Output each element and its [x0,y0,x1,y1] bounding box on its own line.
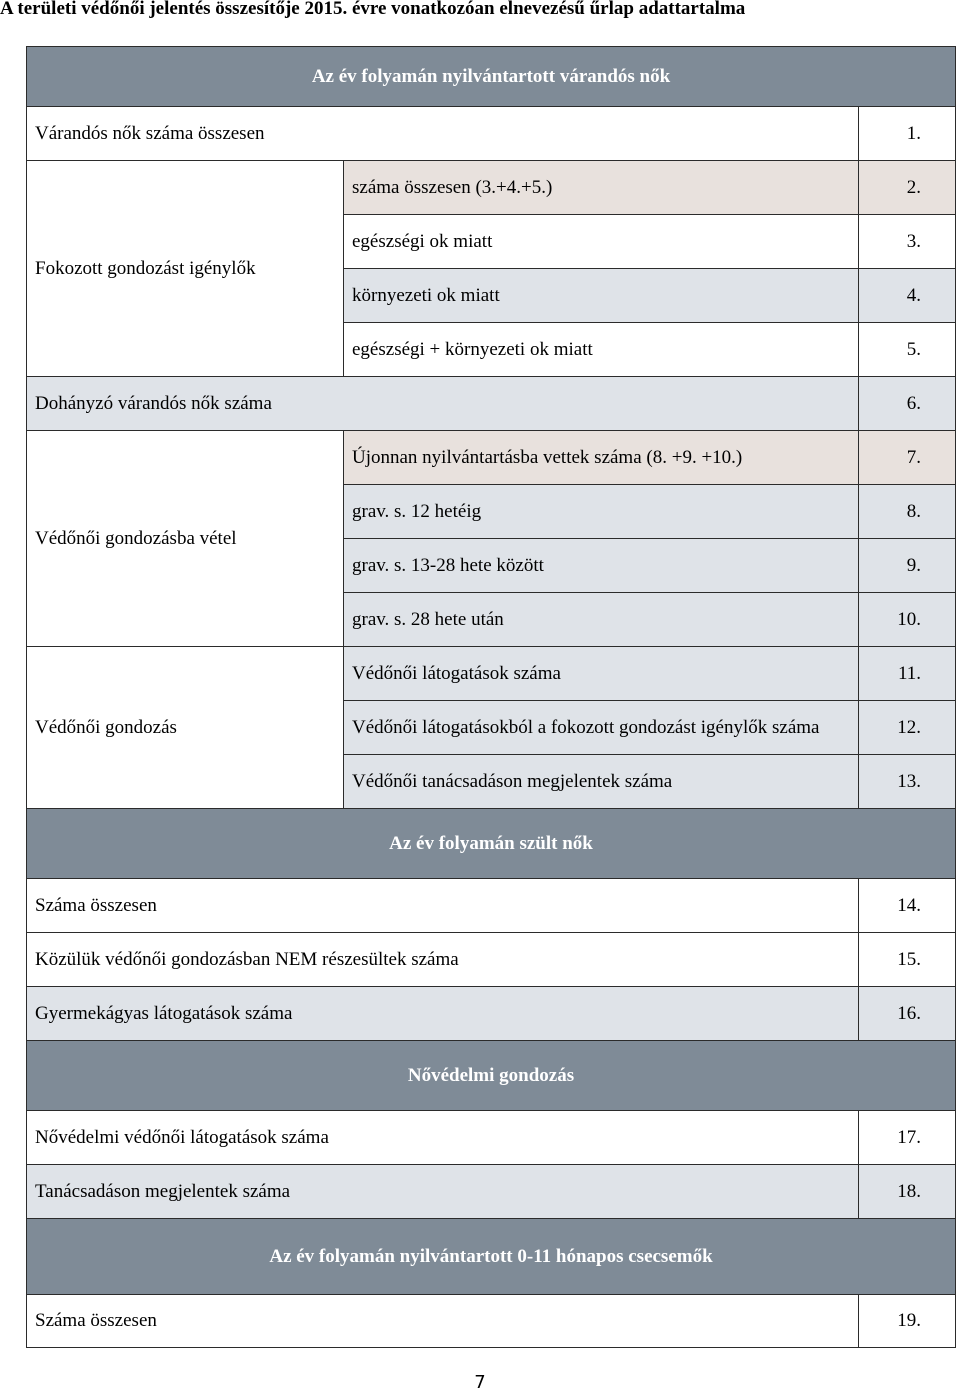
row-label-19: Száma összesen [26,1294,858,1348]
row-label-14: Száma összesen [26,878,858,932]
row-number-11: 11. [858,646,956,700]
group-label-vetel: Védőnői gondozásba vétel [26,430,343,646]
row-label-11: Védőnői látogatások száma [343,646,858,700]
row-number-10: 10. [858,592,956,646]
row-number-13: 13. [858,754,956,808]
section-header-gave-birth: Az év folyamán szült nők [26,808,956,878]
row-label-17: Nővédelmi védőnői látogatások száma [26,1110,858,1164]
row-number-1: 1. [858,106,956,160]
row-number-12: 12. [858,700,956,754]
row-label-18: Tanácsadáson megjelentek száma [26,1164,858,1218]
group-label-gondozas: Védőnői gondozás [26,646,343,808]
row-number-17: 17. [858,1110,956,1164]
report-table [26,46,956,1348]
row-label-8: grav. s. 12 hetéig [343,484,858,538]
row-label-9: grav. s. 13-28 hete között [343,538,858,592]
row-label-4: környezeti ok miatt [343,268,858,322]
row-number-3: 3. [858,214,956,268]
group-label-fokozott: Fokozott gondozást igénylők [26,160,343,376]
row-number-6: 6. [858,376,956,430]
row-label-10: grav. s. 28 hete után [343,592,858,646]
row-label-7: Újonnan nyilvántartásba vettek száma (8. +9. +10.) [343,430,858,484]
row-number-14: 14. [858,878,956,932]
row-number-8: 8. [858,484,956,538]
row-label-6: Dohányzó várandós nők száma [26,376,858,430]
row-label-15: Közülük védőnői gondozásban NEM részesültek száma [26,932,858,986]
section-header-pregnant: Az év folyamán nyilvántartott várandós nők [26,46,956,106]
row-label-13: Védőnői tanácsadáson megjelentek száma [343,754,858,808]
row-label-1: Várandós nők száma összesen [26,106,858,160]
row-number-15: 15. [858,932,956,986]
row-label-12: Védőnői látogatásokból a fokozott gondozást igénylők száma [343,700,858,754]
section-header-womens-health: Nővédelmi gondozás [26,1040,956,1110]
row-number-16: 16. [858,986,956,1040]
row-label-16: Gyermekágyas látogatások száma [26,986,858,1040]
row-number-19: 19. [858,1294,956,1348]
row-number-2: 2. [858,160,956,214]
row-label-2: száma összesen (3.+4.+5.) [343,160,858,214]
page-number: 7 [474,1372,486,1393]
row-number-4: 4. [858,268,956,322]
row-number-5: 5. [858,322,956,376]
row-number-18: 18. [858,1164,956,1218]
row-label-3: egészségi ok miatt [343,214,858,268]
section-header-infants: Az év folyamán nyilvántartott 0-11 hónapos csecsemők [26,1218,956,1294]
document-title: A területi védőnői jelentés összesítője 2015. évre vonatkozóan elnevezésű űrlap adattartalma [0,0,746,19]
row-number-7: 7. [858,430,956,484]
row-label-5: egészségi + környezeti ok miatt [343,322,858,376]
row-number-9: 9. [858,538,956,592]
